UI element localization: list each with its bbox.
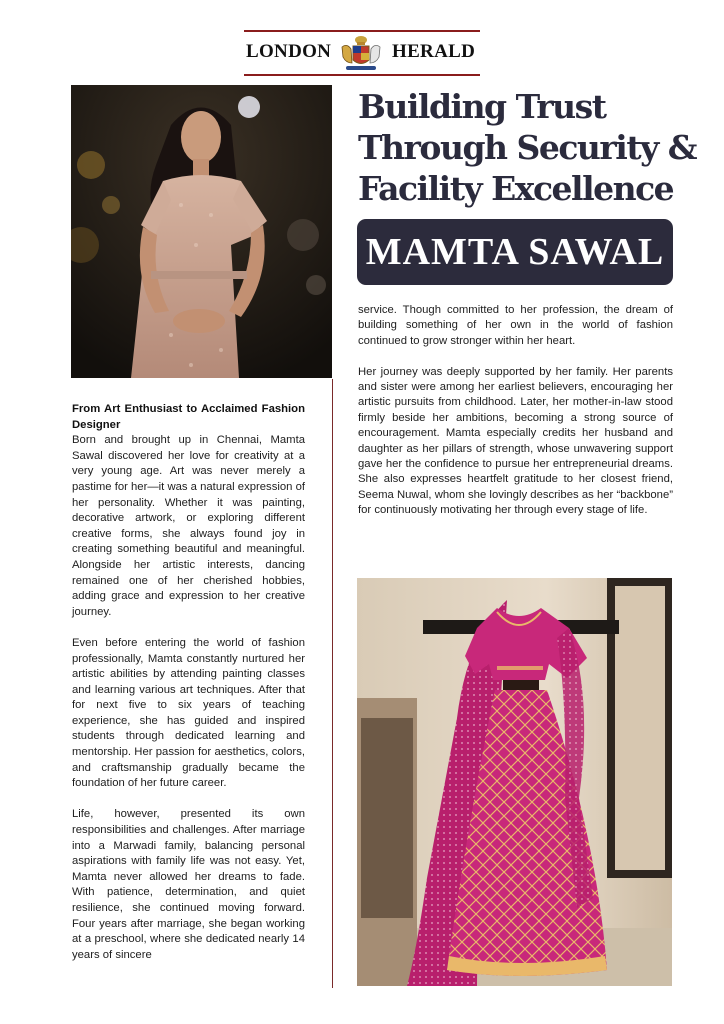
headline-line-1: Building Trust: [358, 87, 606, 126]
right-column: [358, 303, 673, 534]
masthead-top-rule: [244, 30, 480, 32]
lehenga-photo: [357, 578, 672, 986]
headline-line-3: Facility Excellence: [358, 169, 674, 208]
masthead-bottom-rule: [244, 74, 480, 76]
name-banner-text: MAMTA SAWAL: [365, 231, 665, 273]
royal-coat-of-arms-icon: [338, 33, 384, 73]
section-subhead: From Art Enthusiast to Acclaimed Fashion Designer: [72, 403, 305, 431]
masthead-right-word: HERALD: [392, 41, 476, 62]
name-banner: [357, 219, 673, 285]
right-paragraph-2: Her journey was deeply supported by her family. Her parents and sister were among her earliest believers, encouraging her artistic pursuits from childhood. Later, her mother-in-law stood firmly beside her ambitions, becoming a strong source of encouragement. Mamta especially credits her husband and daughter as her pillars of strength, whose unwavering support gave her the confidence to pursue her entrepreneurial dreams. She also expresses heartfelt gratitude to her closest friend, Seema Nuwal, whom she lovingly describes as her “backbone” for continuously motivating her through every stage of life.: [358, 365, 673, 517]
portrait-photo: [71, 85, 332, 378]
left-paragraph-1-text: Born and brought up in Chennai, Mamta Sawal discovered her love for creativity at a very young age. Art was never merely a pastime for her—it was a natural expression of her personality. Whether it was painting, decorative artwork, or exploring different creative forms, she always found joy in creating something beautiful and meaningful. Alongside her artistic interests, dancing remained one of her cherished hobbies, adding grace and expression to her creative journey.: [72, 434, 305, 618]
headline-line-2: Through Security &: [358, 128, 697, 167]
right-paragraph-1: service. Though committed to her profession, the dream of building something of her own in the world of fashion continued to grow stronger within her heart.: [358, 304, 673, 347]
left-paragraph-2: Even before entering the world of fashion professionally, Mamta constantly nurtured her artistic abilities by attending painting classes and learning various art techniques. After that for next five to six years of teaching experience, she has guided and inspired students through dedicated learning and mentorship. Her passion for aesthetics, colors, and craftsmanship gradually became the foundation of her future career.: [72, 636, 305, 790]
left-paragraph-3: Life, however, presented its own responsibilities and challenges. After marriage into a Marwadi family, balancing personal aspirations with family life was not easy. Yet, Mamta never allowed her dreams to fade. With patience, determination, and quiet resilience, she continued moving forward. Four years after marriage, she began working at a preschool, where she dedicated nearly 14 years of sincere: [72, 808, 305, 961]
left-paragraph-1: [72, 402, 305, 620]
masthead: [244, 30, 480, 76]
left-column: [72, 402, 305, 979]
masthead-left-word: LONDON: [246, 41, 332, 62]
column-divider: [332, 379, 333, 988]
article-headline: [358, 86, 698, 209]
